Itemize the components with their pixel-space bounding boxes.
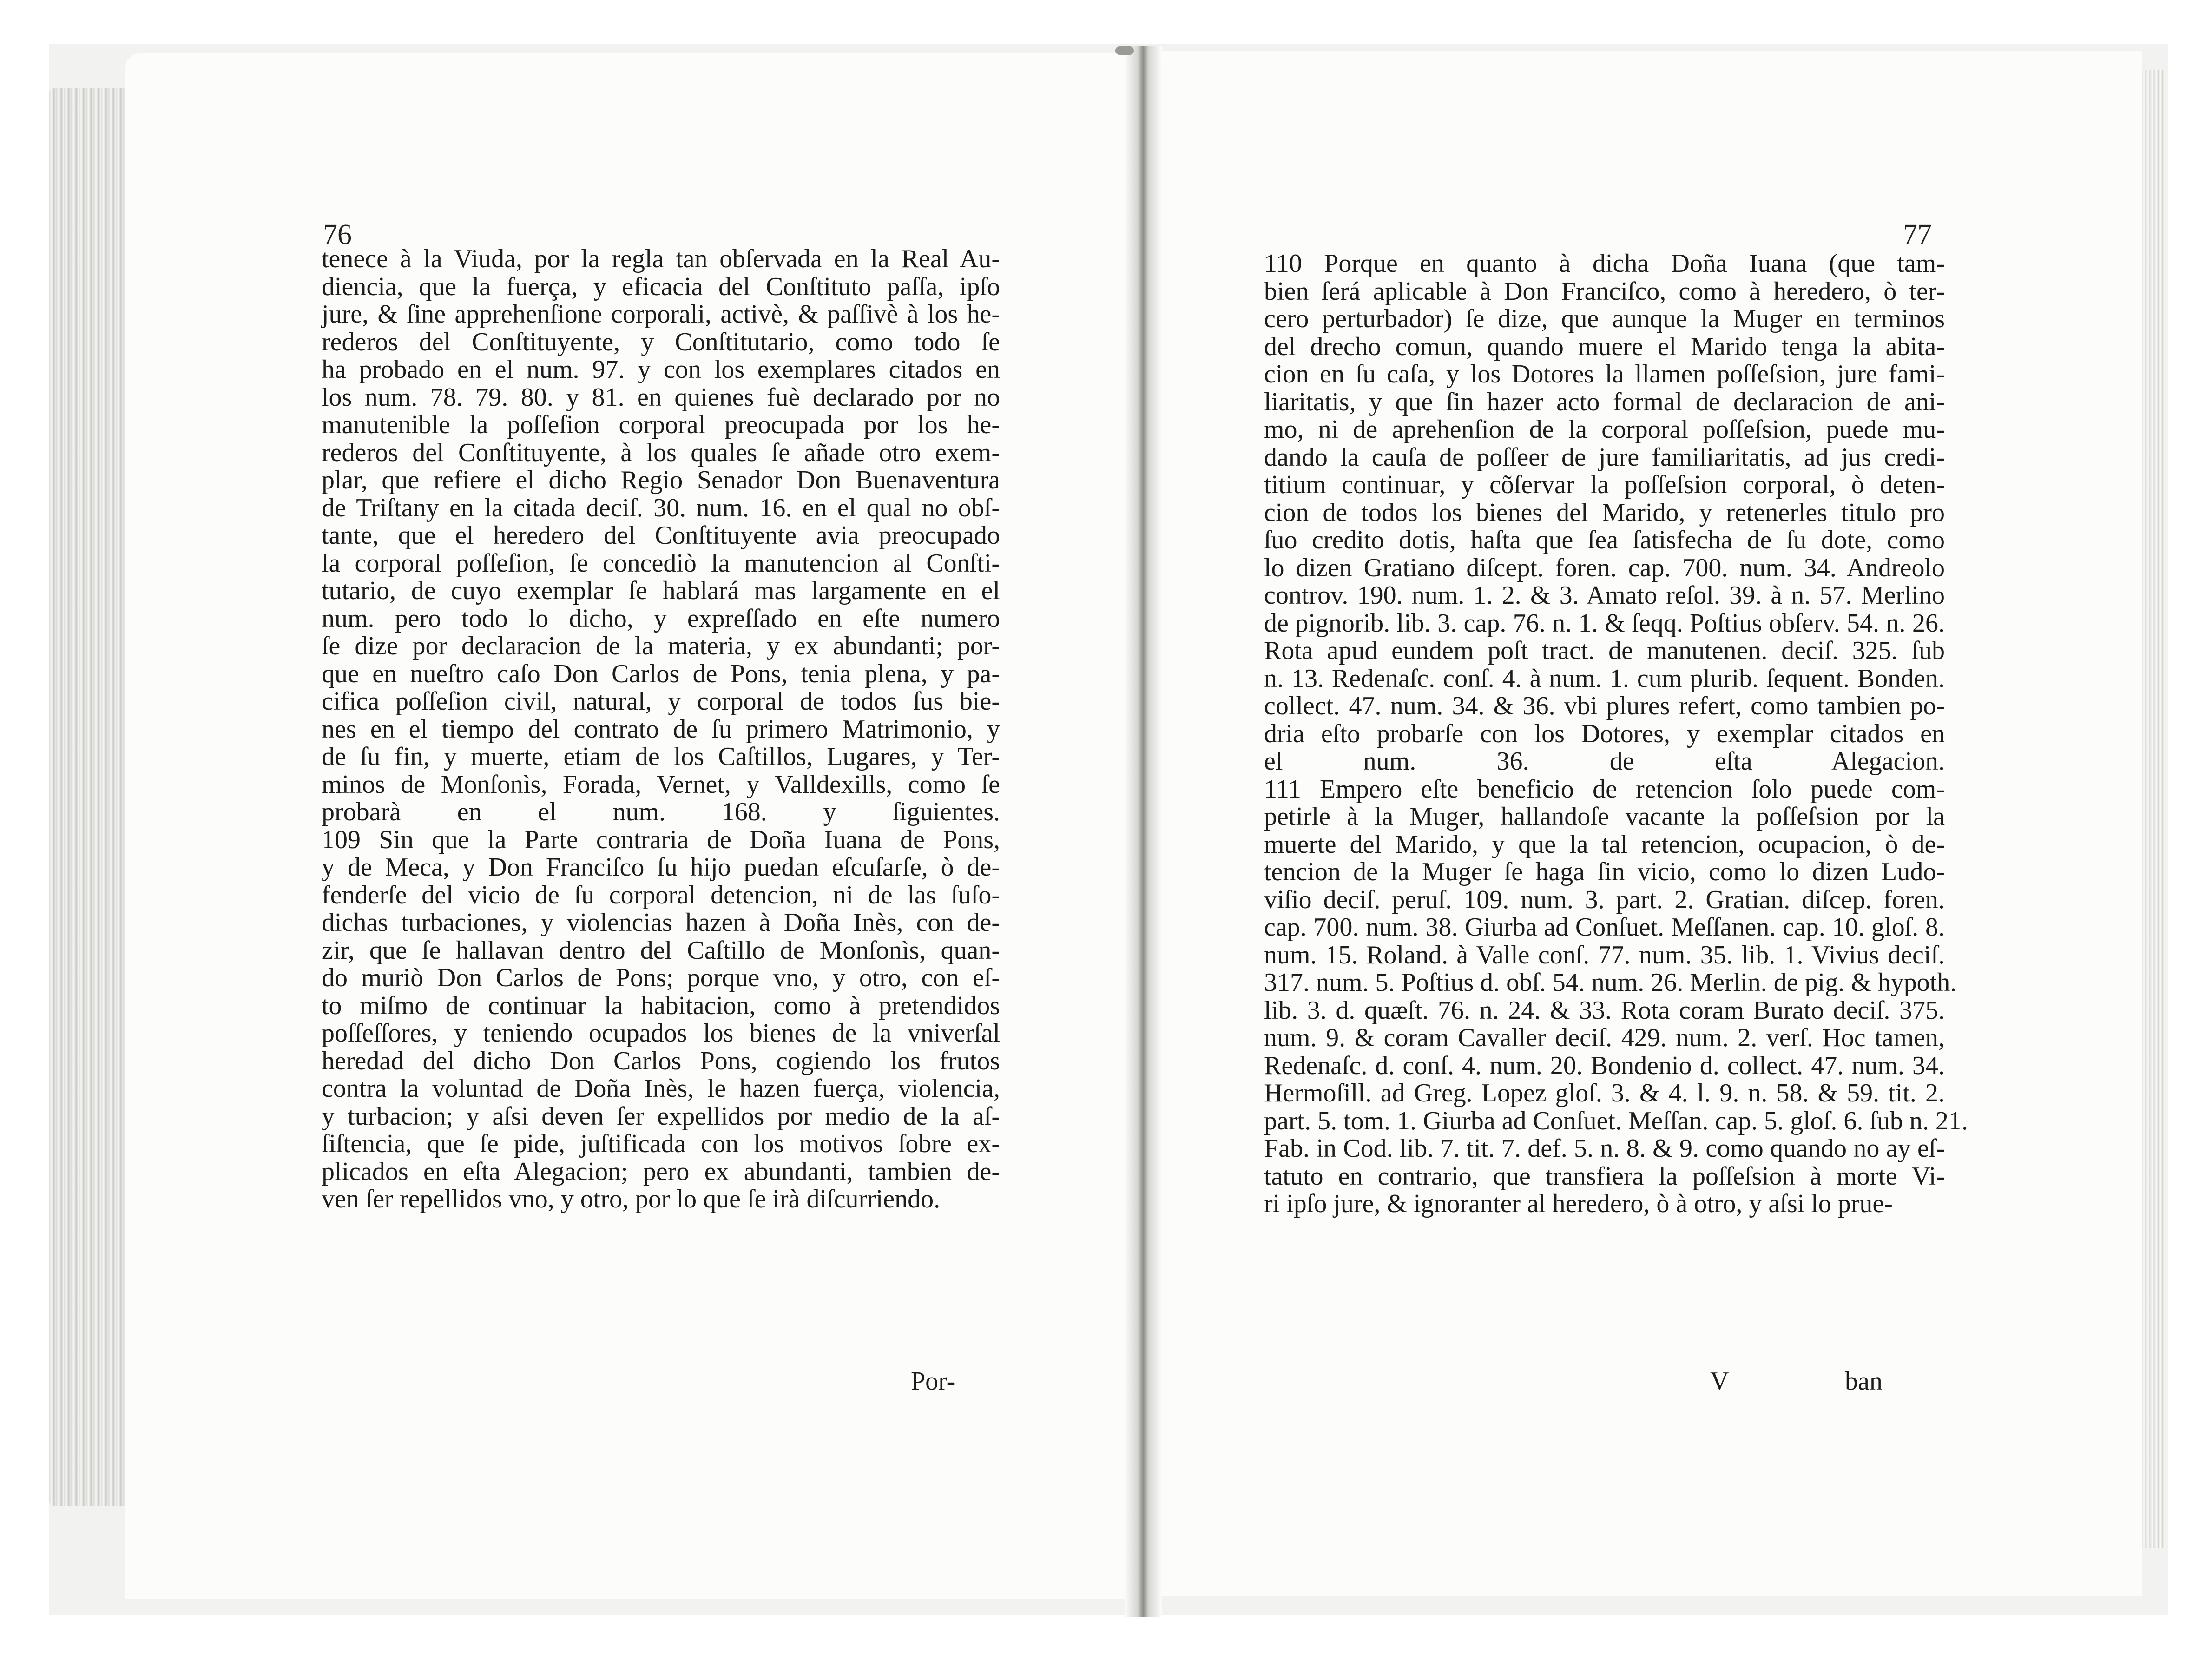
text-line: tutario, de cuyo exemplar ſe hablará mas largamente en el	[322, 576, 1000, 605]
text-line: part. 5. tom. 1. Giurba ad Conſuet. Meſſan. cap. 5. gloſ. 6. ſub n. 21.	[1264, 1106, 1968, 1135]
text-line: tante, que el heredero del Conſtituyente avia preocupado	[322, 521, 1000, 550]
text-line: 317. num. 5. Poſtius d. obſ. 54. num. 26. Merlin. de pig. & hypoth.	[1264, 968, 1957, 997]
text-line: Rota apud eundem poſt tract. de manutenen. deciſ. 325. ſub	[1264, 636, 1945, 665]
left-catchword: Por-	[911, 1367, 955, 1396]
text-line: Fab. in Cod. lib. 7. tit. 7. def. 5. n. 8. & 9. como quando no ay eſ-	[1264, 1134, 1945, 1163]
right-catchword: ban	[1845, 1367, 1883, 1396]
text-line: lib. 3. d. quæſt. 76. n. 24. & 33. Rota coram Burato deciſ. 375.	[1264, 996, 1945, 1025]
text-line: 111 Empero eſte beneficio de retencion ſolo puede com-	[1264, 774, 1945, 804]
text-line: num. 9. & coram Cavaller deciſ. 429. num. 2. verſ. Hoc tamen,	[1264, 1023, 1945, 1052]
text-line: de Triſtany en la citada deciſ. 30. num. 16. en el qual no obſ-	[322, 493, 1000, 522]
text-line: probarà en el num. 168. y ſiguientes.	[322, 798, 1000, 826]
text-line: ven ſer repellidos vno, y otro, por lo que ſe irà diſcurriendo.	[322, 1185, 941, 1213]
text-line: 109 Sin que la Parte contraria de Doña Iuana de Pons,	[322, 825, 1000, 854]
spine-mark	[1115, 46, 1134, 55]
text-line: zir, que ſe hallavan dentro del Caſtillo de Monſonìs, quan-	[322, 936, 1000, 965]
text-line: to miſmo de continuar la habitacion, como à pretendidos	[322, 991, 1000, 1020]
text-line: mo, ni de aprehenſion de la corporal poſſeſsion, puede mu-	[1264, 415, 1945, 444]
text-line: contra la voluntad de Doña Inès, le hazen fuerça, violencia,	[322, 1074, 1000, 1103]
text-line: plicados en eſta Alegacion; pero ex abundanti, tambien de-	[322, 1157, 1000, 1186]
left-page-edges	[49, 88, 130, 1506]
text-line: y de Meca, y Don Franciſco ſu hijo puedan eſcuſarſe, ò de-	[322, 853, 1000, 882]
text-line: n. 13. Redenaſc. conſ. 4. à num. 1. cum plurib. ſequent. Bonden.	[1264, 664, 1945, 693]
right-page-number: 77	[1903, 219, 1932, 251]
text-line: dando la cauſa de poſſeer de jure familiaritatis, ad jus credi-	[1264, 442, 1945, 472]
text-line: lo dizen Gratiano diſcept. foren. cap. 700. num. 34. Andreolo	[1264, 553, 1945, 582]
text-line: plar, que refiere el dicho Regio Senador Don Buenaventura	[322, 466, 1000, 495]
text-line: tatuto en contrario, que transfiera la poſſeſsion à morte Vi-	[1264, 1161, 1945, 1191]
text-line: titium continuar, y cõſervar la poſſeſsion corporal, ò deten-	[1264, 470, 1945, 499]
text-line: dria eſto probarſe con los Dotores, y exemplar citados en	[1264, 719, 1945, 748]
text-line: do muriò Don Carlos de Pons; porque vno, y otro, con eſ-	[322, 963, 1000, 992]
left-page-text	[322, 245, 1000, 1213]
text-line: y turbacion; y aſsi deven ſer expellidos por medio de la aſ-	[322, 1101, 1000, 1131]
text-line: cifica poſſeſion civil, natural, y corporal de todos ſus bie-	[322, 687, 1000, 716]
text-line: de pignorib. lib. 3. cap. 76. n. 1. & ſeqq. Poſtius obſerv. 54. n. 26.	[1264, 608, 1945, 638]
text-line: minos de Monſonìs, Forada, Vernet, y Valldexills, como ſe	[322, 770, 1000, 799]
text-line: muerte del Marido, y que la tal retencion, ocupacion, ò de-	[1264, 830, 1945, 859]
text-line: del drecho comun, quando muere el Marido tenga la abita-	[1264, 332, 1945, 361]
text-line: num. 15. Roland. à Valle conſ. 77. num. 35. lib. 1. Vivius deciſ.	[1264, 940, 1945, 969]
text-line: 110 Porque en quanto à dicha Doña Iuana (que tam-	[1264, 249, 1945, 278]
text-line: nes en el tiempo del contrato de ſu primero Matrimonio, y	[322, 714, 1000, 744]
text-line: heredad del dicho Don Carlos Pons, cogiendo los frutos	[322, 1046, 1000, 1075]
text-line: bien ſerá aplicable à Don Franciſco, como à heredero, ò ter-	[1264, 277, 1945, 306]
text-line: viſio deciſ. peruſ. 109. num. 3. part. 2. Gratian. diſcep. foren.	[1264, 885, 1945, 914]
text-line: que en nueſtro caſo Don Carlos de Pons, tenia plena, y pa-	[322, 659, 1000, 688]
text-line: num. pero todo lo dicho, y expreſſado en eſte numero	[322, 604, 1000, 633]
text-line: Redenaſc. d. conſ. 4. num. 20. Bondenio d. collect. 47. num. 34.	[1264, 1051, 1945, 1080]
text-line: collect. 47. num. 34. & 36. vbi plures refert, como tambien po-	[1264, 692, 1945, 720]
text-line: manutenible la poſſeſion corporal preocupada por los he-	[322, 410, 1000, 439]
text-line: ha probado en el num. 97. y con los exemplares citados en	[322, 355, 1000, 384]
text-line: cero perturbador) ſe dize, que aunque la Muger en terminos	[1264, 304, 1945, 333]
text-line: controv. 190. num. 1. 2. & 3. Amato reſol. 39. à n. 57. Merlino	[1264, 581, 1945, 610]
text-line: petirle à la Muger, hallandoſe vacante la poſſeſsion por la	[1264, 802, 1945, 831]
text-line: dichas turbaciones, y violencias hazen à Doña Inès, con de-	[322, 908, 1000, 937]
book-gutter	[1125, 46, 1162, 1617]
text-line: ri ipſo jure, & ignoranter al heredero, ò à otro, y aſsi lo prue-	[1264, 1189, 1893, 1218]
signature-mark: V	[1710, 1367, 1729, 1396]
text-line: la corporal poſſeſion, ſe concediò la manutencion al Conſti-	[322, 548, 1000, 578]
text-line: ſiſtencia, que ſe pide, juſtificada con los motivos ſobre ex-	[322, 1129, 1000, 1158]
text-line: tenece à la Viuda, por la regla tan obſervada en la Real Au-	[322, 244, 1000, 273]
text-line: los num. 78. 79. 80. y 81. en quienes fuè declarado por no	[322, 382, 1000, 412]
text-line: tencion de la Muger ſe haga ſin vicio, como lo dizen Ludo-	[1264, 857, 1945, 886]
text-line: cion de todos los bienes del Marido, y retenerles titulo pro	[1264, 498, 1945, 527]
text-line: ſe dize por declaracion de la materia, y ex abundanti; por-	[322, 632, 1000, 660]
text-line: de ſu fin, y muerte, etiam de los Caſtillos, Lugares, y Ter-	[322, 742, 1000, 771]
text-line: jure, & ſine apprehenſione corporali, activè, & paſſivè à los he-	[322, 300, 1000, 329]
text-line: rederos del Conſtituyente, y Conſtitutario, como todo ſe	[322, 327, 1000, 356]
text-line: poſſeſſores, y teniendo ocupados los bienes de la vniverſal	[322, 1019, 1000, 1048]
text-line: ſuo credito dotis, haſta que ſea ſatisfecha de ſu dote, como	[1264, 526, 1945, 554]
right-page-text	[1264, 249, 1968, 1218]
text-line: diencia, que la fuerça, y eficacia del Conſtituto paſſa, ipſo	[322, 272, 1000, 301]
text-line: fenderſe del vicio de ſu corporal detencion, ni de las ſuſo-	[322, 880, 1000, 910]
text-line: Hermoſill. ad Greg. Lopez gloſ. 3. & 4. l. 9. n. 58. & 59. tit. 2.	[1264, 1079, 1945, 1108]
text-line: el num. 36. de eſta Alegacion.	[1264, 747, 1945, 776]
text-line: liaritatis, y que ſin hazer acto formal de declaracion de ani-	[1264, 387, 1945, 416]
text-line: cion en ſu caſa, y los Dotores la llamen poſſeſsion, jure fami-	[1264, 360, 1945, 389]
left-page-number: 76	[323, 219, 352, 251]
text-line: cap. 700. num. 38. Giurba ad Conſuet. Meſſanen. cap. 10. gloſ. 8.	[1264, 913, 1945, 942]
text-line: rederos del Conſtituyente, à los quales ſe añade otro exem-	[322, 438, 1000, 467]
